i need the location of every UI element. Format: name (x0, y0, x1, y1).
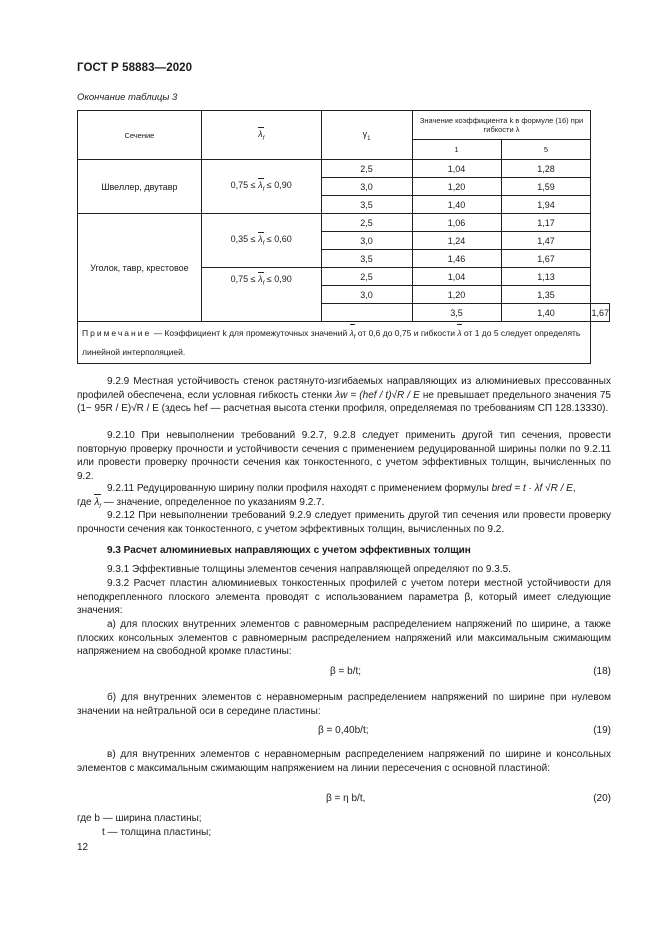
table-caption: Окончание таблицы 3 (77, 92, 178, 103)
table-note: Примечание — Коэффициент k для промежуточных значений $\lambda_f$ от 0,6 до 0,75 и гибкости λ от 1 до 5 следует определять линейной интерполяцией. (78, 322, 591, 364)
k5-cell: 1,59 (501, 178, 591, 196)
k5-cell: 1,17 (501, 214, 591, 232)
formula-limit: 75 (1− 95R / E)√R / E (77, 389, 611, 415)
section-heading-9-3: 9.3 Расчет алюминиевых направляющих с учетом эффективных толщин (107, 545, 471, 556)
table-note-row (78, 322, 610, 364)
paragraph-9-2-9: 9.2.9 Местная устойчивость стенок растянуто-изгибаемых направляющих из алюминиевых прессованных профилей обеспечена, если условная гибкость стенки λw = (hef / t)√R / E не превышает предельного значения 75 (1− 95R / E)√R / E (здесь hef — расчетная высота стенки профиля, определяемая по требованиям СП 128.13330). (77, 376, 611, 415)
k1-cell: 1,20 (412, 286, 501, 304)
k5-cell: 1,67 (591, 304, 610, 322)
table-header-row (78, 111, 610, 140)
k5-cell: 1,13 (501, 268, 591, 286)
gamma-cell: 3,0 (321, 286, 412, 304)
paragraph-9-3-1: 9.3.1 Эффективные толщины элементов сечения направляющей определяют по 9.3.5. (107, 564, 511, 575)
formula-lambda-w: λw = (hef / t)√R / E (335, 389, 420, 401)
document-header: ГОСТ Р 58883—2020 (77, 62, 193, 74)
k1-cell: 1,40 (501, 304, 591, 322)
formula-18-number: (18) (593, 666, 611, 677)
formula-20: β = η b/t, (326, 793, 366, 804)
formula-18: β = b/t; (330, 666, 362, 677)
gamma-cell: 3,5 (321, 196, 412, 214)
col-section-header: Сечение (78, 111, 202, 160)
gamma-cell: 2,5 (321, 160, 412, 178)
k1-cell: 1,46 (412, 250, 501, 268)
k1-cell: 1,24 (412, 232, 501, 250)
k5-cell: 1,47 (501, 232, 591, 250)
where-t: t — толщина пластины; (102, 827, 212, 838)
k1-cell: 1,40 (412, 196, 501, 214)
paragraph-9-2-10: 9.2.10 При невыполнении требований 9.2.7, 9.2.8 следует применить другой тип сечения, провести повторную проверку прочности и устойчивости сечения с применением редуцированной ширины полки по 9.2.11 или провести проверку прочности сечения как тонкостенного, с учетом эффективных толщин, вычисленных по 9.2. (77, 430, 611, 482)
lambda-range-cell: 0,35 ≤ $\lambda_f \le 0,60$ (201, 214, 321, 268)
k1-cell: 1,04 (412, 268, 501, 286)
col-lambda-header (201, 111, 321, 160)
paragraph-9-3-2: 9.3.2 Расчет пластин алюминиевых тонкостенных профилей с учетом потери местной устойчивости для неподкрепленного плоского элемента проводят с использованием параметра β, который имеет следующие значения: (77, 578, 611, 617)
table-row (78, 160, 610, 178)
page-number: 12 (77, 842, 89, 853)
k1-cell: 1,20 (412, 178, 501, 196)
paragraph-9-2-11: 9.2.11 Редуцированную ширину полки профиля находят с применением формулы bred = t · λf √R / E, где $\lambda_f$ — значение, определенное по указаниям 9.2.7. (77, 483, 576, 510)
formula-19: β = 0,40b/t; (318, 725, 369, 736)
where-b: где b — ширина пластины; (77, 813, 202, 824)
formula-19-number: (19) (593, 725, 611, 736)
gamma-cell: 2,5 (321, 268, 412, 286)
table-3 (77, 110, 610, 364)
lambda-range-cell: 0,75 ≤ $\lambda_f \le 0,90$ (201, 268, 321, 322)
col-k5-header: 5 (501, 140, 591, 160)
k5-cell: 1,94 (501, 196, 591, 214)
k1-cell: 1,06 (412, 214, 501, 232)
paragraph-a: а) для плоских внутренних элементов с равномерным распределением напряжений по ширине, а также плоских консольных элементов с равномерным распределением напряжений или максимальным сжимающим напряжением на свободной кромке пластины: (77, 619, 611, 658)
k5-cell: 1,35 (501, 286, 591, 304)
k1-cell: 1,04 (412, 160, 501, 178)
formula-20-number: (20) (593, 793, 611, 804)
paragraph-b: б) для внутренних элементов с неравномерным распределением напряжений по ширине при нулевом значении на нейтральной оси в середине пластины: (77, 692, 611, 717)
table-row (78, 214, 610, 232)
gamma-cell: 3,0 (321, 232, 412, 250)
col-gamma-header: $\gamma_1$ (321, 111, 412, 160)
section-cell: Швеллер, двутавр (78, 160, 202, 214)
paragraph-c: в) для внутренних элементов с неравномерным распределением напряжений по ширине и консольных элементов с максимальным сжимающим напряжением на линии пересечения с основной пластиной: (77, 749, 611, 774)
formula-b-red: bred = t · λf √R / E (491, 483, 573, 494)
k5-cell: 1,28 (501, 160, 591, 178)
k5-cell: 1,67 (501, 250, 591, 268)
gamma-cell: 3,0 (321, 178, 412, 196)
section-cell: Уголок, тавр, крестовое (78, 214, 202, 322)
lambda-symbol: $\lambda_f$ (258, 128, 265, 142)
lambda-range-cell: 0,75 ≤ $\lambda_f \le 0,90$ (201, 160, 321, 214)
paragraph-9-2-12: 9.2.12 При невыполнении требований 9.2.9 следует применить другой тип сечения или провести проверку прочности сечения как тонкостенного, с учетом эффективных толщин, вычисленных по 9.2. (77, 510, 611, 535)
gamma-cell: 2,5 (321, 214, 412, 232)
gamma-cell: 3,5 (321, 250, 412, 268)
gamma-cell: 3,5 (412, 304, 501, 322)
col-k1-header: 1 (412, 140, 501, 160)
col-k-header: Значение коэффициента k в формуле (16) при гибкости λ (412, 111, 591, 140)
